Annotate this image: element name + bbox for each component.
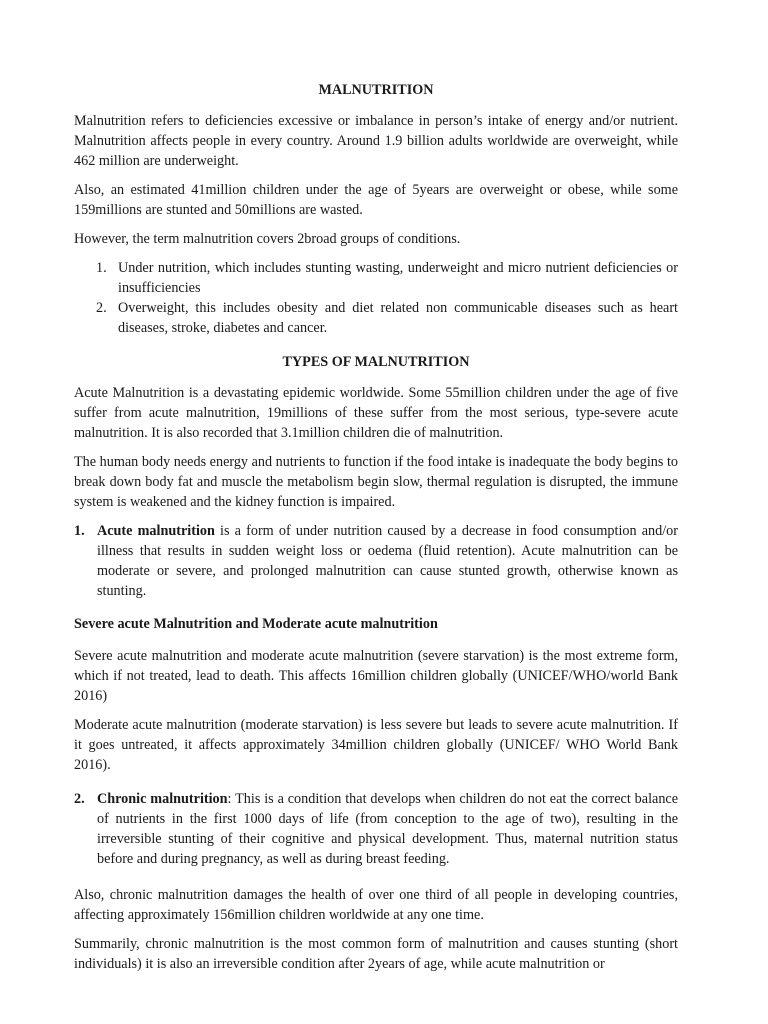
list-item — [74, 298, 678, 338]
document-title: MALNUTRITION — [318, 82, 434, 98]
paragraph-children-stats: Also, an estimated 41million children under the age of 5years are overweight or obese, while some 159millions are stunted and 50millions are wasted. — [74, 182, 678, 218]
acute-malnutrition-item — [74, 521, 678, 601]
paragraph-body-needs: The human body needs energy and nutrients to function if the food intake is inadequate the body begins to break down body fat and muscle the metabolism begin slow, thermal regulation is disrupted, the immune system is weakened and the kidney function is impaired. — [74, 454, 678, 510]
paragraph-chronic-health: Also, chronic malnutrition damages the health of over one third of all people in developing countries, affecting approximately 156million children worldwide at any one time. — [74, 887, 678, 923]
conditions-list — [74, 258, 678, 338]
item-term: Chronic malnutrition — [97, 791, 228, 807]
item-number: 1. — [74, 523, 85, 539]
list-text: Under nutrition, which includes stunting wasting, underweight and micro nutrient deficiencies or insufficiencies — [118, 260, 678, 296]
paragraph-summary: Summarily, chronic malnutrition is the most common form of malnutrition and causes stunting (short individuals) it is also an irreversible condition after 2years of age, while acute malnutrition or — [74, 936, 678, 972]
item-text: : This is a condition that develops when children do not eat the correct balance of nutrients in the first 1000 days of life (from conception to the age of two), resulting in the irreversible stunting of their cognitive and physical development. Thus, maternal nutrition status before and during pregnancy, as well as during breast feeding. — [97, 791, 679, 867]
paragraph-severe-acute: Severe acute malnutrition and moderate acute malnutrition (severe starvation) is the most extreme form, which if not treated, lead to death. This affects 16million children globally (UNICEF/WHO/world Bank 2016) — [74, 648, 678, 704]
paragraph-acute-epidemic: Acute Malnutrition is a devastating epidemic worldwide. Some 55million children under the age of five suffer from acute malnutrition, 19millions of these suffer from the most serious, type-severe acute malnutrition. It is also recorded that 3.1million children die of malnutrition. — [74, 385, 678, 441]
list-number: 1. — [96, 260, 107, 276]
paragraph-moderate-acute: Moderate acute malnutrition (moderate starvation) is less severe but leads to severe acute malnutrition. If it goes untreated, it affects approximately 34million children globally (UNICEF/ WHO World Bank 2016). — [74, 717, 678, 773]
item-number: 2. — [74, 791, 85, 807]
list-item — [74, 258, 678, 298]
item-term: Acute malnutrition — [97, 523, 215, 539]
list-text: Overweight, this includes obesity and diet related non communicable diseases such as heart diseases, stroke, diabetes and cancer. — [118, 300, 678, 336]
document-page — [74, 80, 678, 983]
chronic-malnutrition-item — [74, 789, 678, 869]
paragraph-broad-groups: However, the term malnutrition covers 2broad groups of conditions. — [74, 231, 461, 247]
section-title-types: TYPES OF MALNUTRITION — [282, 354, 470, 370]
list-number: 2. — [96, 300, 107, 316]
item-text: is a form of under nutrition caused by a decrease in food consumption and/or illness that results in sudden weight loss or oedema (fluid retention). Acute malnutrition can be moderate or severe, and prolonged malnutrition can cause stunted growth, otherwise known as stunting. — [97, 523, 678, 599]
subheading-severe-moderate: Severe acute Malnutrition and Moderate acute malnutrition — [74, 616, 438, 632]
paragraph-definition: Malnutrition refers to deficiencies excessive or imbalance in person’s intake of energy and/or nutrient. Malnutrition affects people in every country. Around 1.9 billion adults worldwide are overweight, while 462 million are underweight. — [74, 113, 678, 169]
